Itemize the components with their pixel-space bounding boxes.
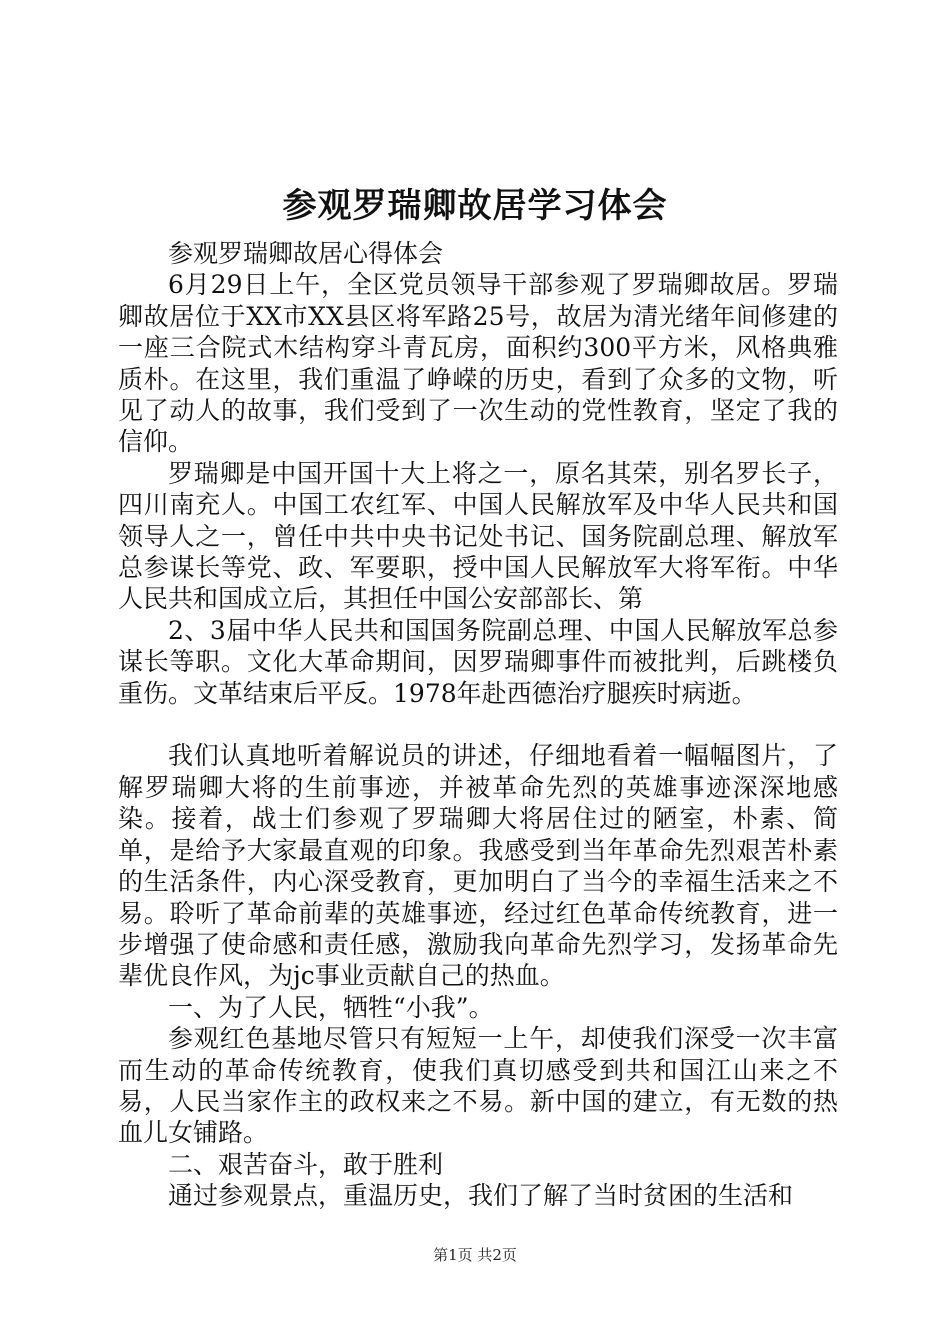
section-heading-1: 一、为了人民，牺牲“小我”。 <box>168 992 494 1022</box>
paragraph-spacer <box>118 709 838 740</box>
paragraph-section-1: 参观红色基地尽管只有短短一上午，却使我们深受一次丰富而生动的革命传统教育，使我们真切感受到共和国江山来之不易，人民当家作主的政权来之不易。新中国的建立，有无数的热血儿女铺路。 <box>118 1024 838 1148</box>
document-body <box>118 238 838 1212</box>
paragraph-biography-continued: 2、3届中华人民共和国国务院副总理、中国人民解放军总参谋长等职。文化大革命期间，因罗瑞卿事件而被批判，后跳楼负重伤。文革结束后平反。1978年赴西德治疗腿疾时病逝。 <box>118 615 838 708</box>
subtitle-paragraph: 参观罗瑞卿故居心得体会 <box>168 239 444 268</box>
page-footer: 第1页 共2页 <box>433 1246 517 1264</box>
section-heading-2: 二、艰苦奋斗，敢于胜利 <box>168 1149 444 1179</box>
document-title: 参观罗瑞卿故居学习体会 <box>282 186 668 226</box>
paragraph-biography: 罗瑞卿是中国开国十大上将之一，原名其荣，别名罗长子，四川南充人。中国工农红军、中国人民解放军及中华人民共和国领导人之一，曾任中共中央书记处书记、国务院副总理、解放军总参谋长等党、政、军要职，授中国人民解放军大将军衔。中华人民共和国成立后，其担任中国公安部部长、第 <box>118 458 838 614</box>
paragraph-reflection: 我们认真地听着解说员的讲述，仔细地看着一幅幅图片，了解罗瑞卿大将的生前事迹，并被革命先烈的英雄事迹深深地感染。接着，战士们参观了罗瑞卿大将居住过的陋室，朴素、简单，是给予大家最直观的印象。我感受到当年革命先烈艰苦朴素的生活条件，内心深受教育，更加明白了当今的幸福生活来之不易。聆听了革命前辈的英雄事迹，经过红色革命传统教育，进一步增强了使命感和责任感，激励我向革命先烈学习，发扬革命先辈优良作风，为jc事业贡献自己的热血。 <box>118 741 838 991</box>
paragraph-section-2: 通过参观景点，重温历史，我们了解了当时贫困的生活和 <box>168 1181 794 1211</box>
paragraph-visit-intro: 6月29日上午，全区党员领导干部参观了罗瑞卿故居。罗瑞卿故居位于XX市XX县区将军路25号，故居为清光绪年间修建的一座三合院式木结构穿斗青瓦房，面积约300平方米，风格典雅质朴。在这里，我们重温了峥嵘的历史，看到了众多的文物，听见了动人的故事，我们受到了一次生动的党性教育，坚定了我的信仰。 <box>118 270 838 457</box>
